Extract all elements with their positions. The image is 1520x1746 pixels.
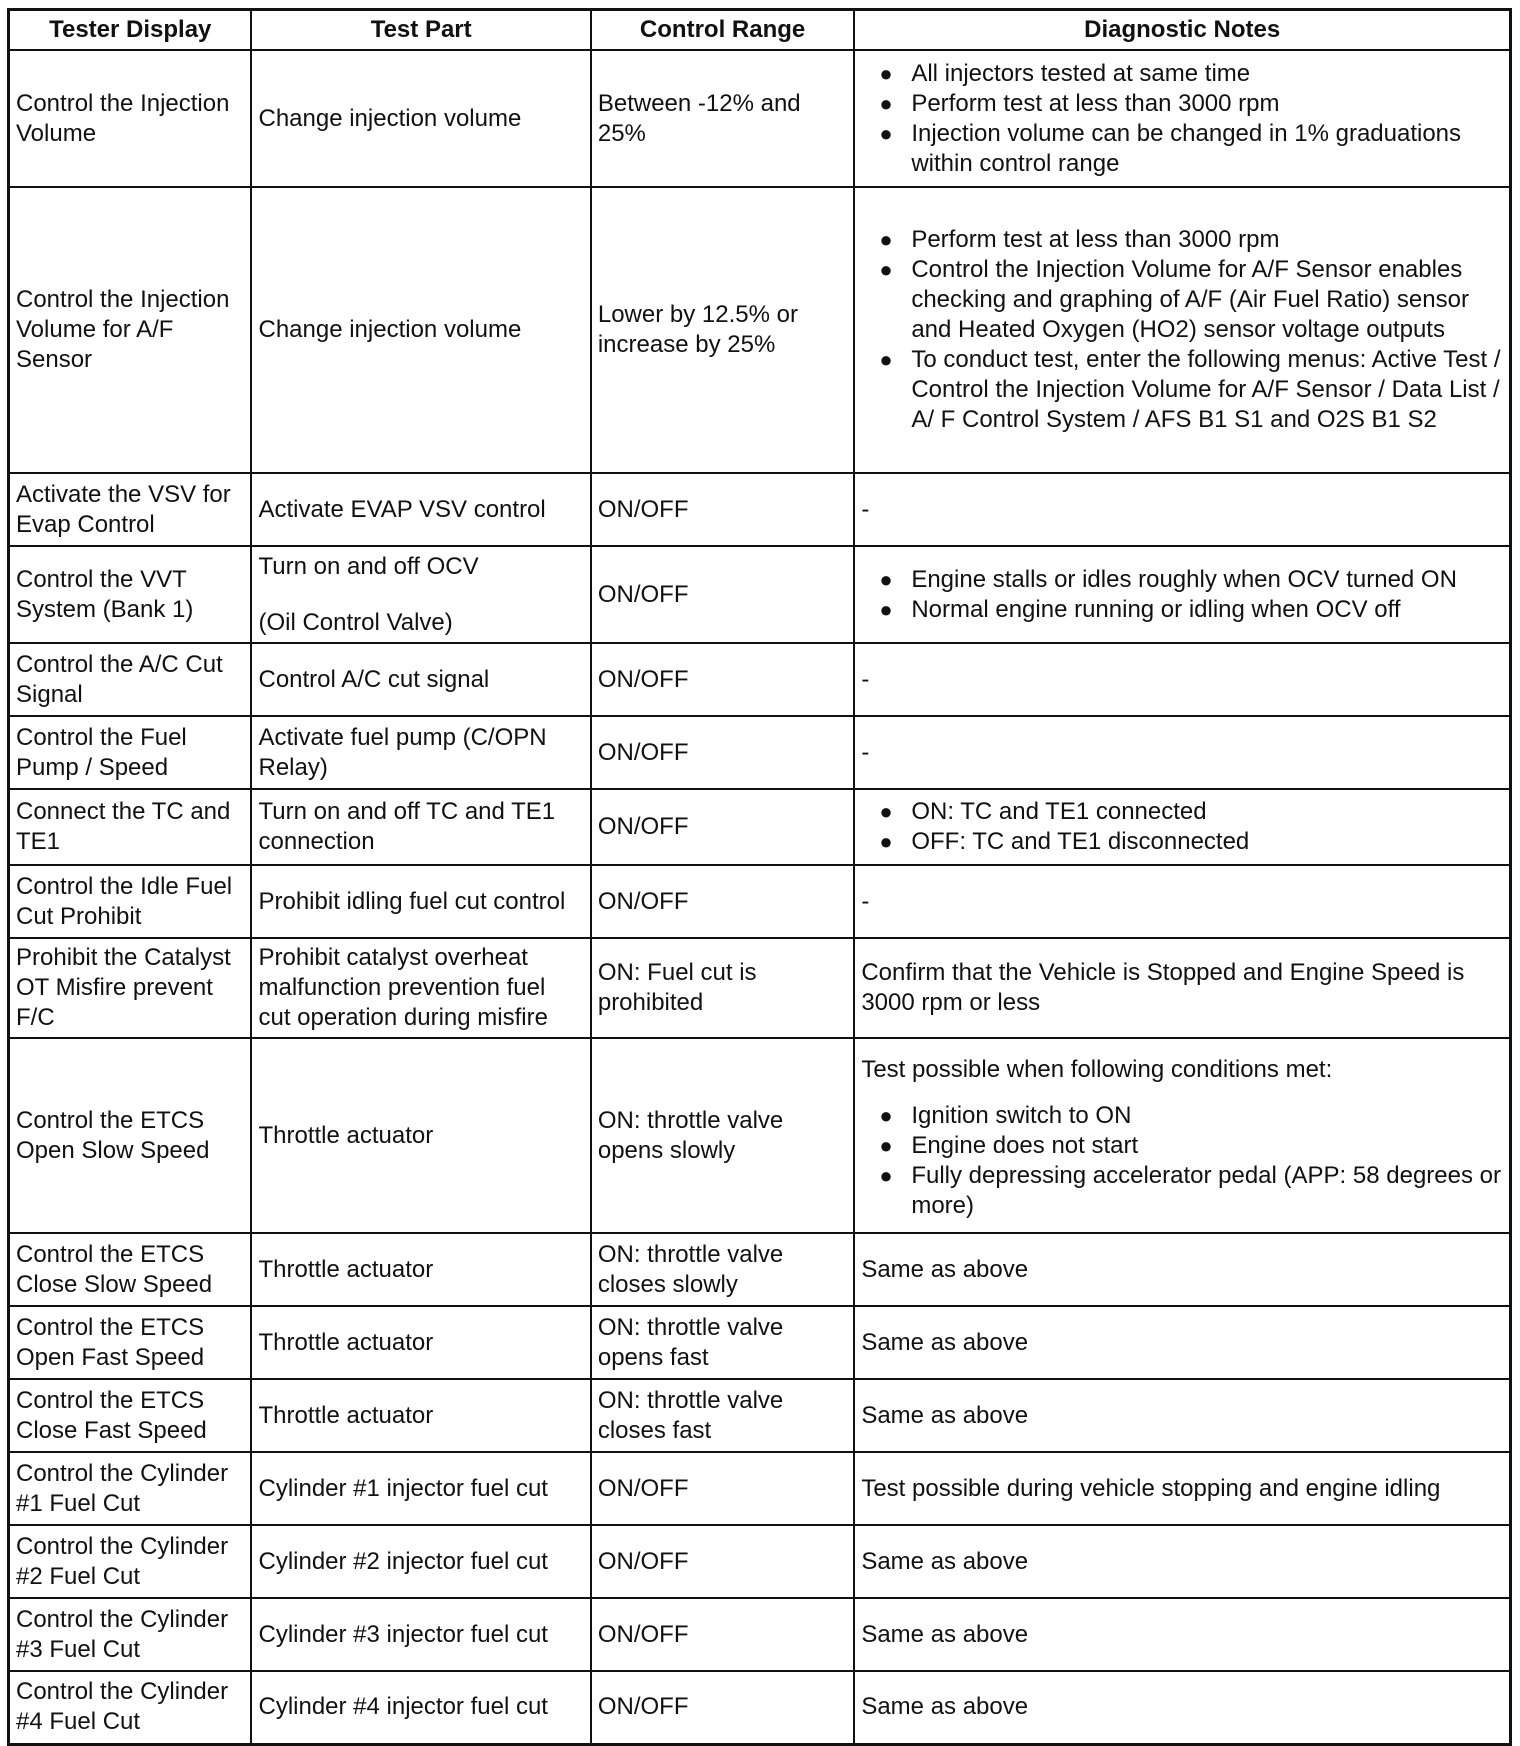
control-range-cell: ON/OFF [591, 643, 854, 716]
diagnostic-notes-cell: Confirm that the Vehicle is Stopped and Engine Speed is 3000 rpm or less [854, 938, 1510, 1038]
tester-display-cell: Control the Cylinder #2 Fuel Cut [9, 1525, 252, 1598]
table-body [9, 50, 1511, 1744]
notes-intro: Test possible when following conditions met: [861, 1055, 1333, 1083]
table-row [9, 187, 1511, 473]
notes-bullet-item: ● Injection volume can be changed in 1% graduations within control range [861, 119, 1503, 179]
control-range-cell: ON/OFF [591, 789, 854, 865]
tester-display-cell: Control the Injection Volume [9, 50, 252, 187]
control-range-cell: ON/OFF [591, 716, 854, 789]
table-row [9, 716, 1511, 789]
table-row [9, 1038, 1511, 1233]
test-part-cell: Cylinder #1 injector fuel cut [251, 1452, 590, 1525]
test-part-cell: Throttle actuator [251, 1038, 590, 1233]
active-test-table [7, 8, 1512, 1746]
notes-bullet-item: ● To conduct test, enter the following menus: Active Test / Control the Injection Volume for A/F Sensor / Data List / A/ F Control System / AFS B1 S1 and O2S B1 S2 [861, 345, 1503, 435]
notes-bullet-item: ● Normal engine running or idling when OCV off [861, 595, 1503, 625]
tester-display-cell: Control the Fuel Pump / Speed [9, 716, 252, 789]
test-part-cell: Throttle actuator [251, 1379, 590, 1452]
tester-display-cell: Control the A/C Cut Signal [9, 643, 252, 716]
notes-bullet-item: ● Engine does not start [861, 1131, 1503, 1161]
notes-bullet-list [861, 225, 1503, 435]
line-gap [258, 582, 583, 608]
test-part-cell: Prohibit idling fuel cut control [251, 865, 590, 938]
control-range-cell: ON: throttle valve closes fast [591, 1379, 854, 1452]
tester-display-cell: Activate the VSV for Evap Control [9, 473, 252, 546]
header-tester-display: Tester Display [9, 10, 252, 51]
control-range-cell: Between -12% and 25% [591, 50, 854, 187]
notes-bullet-item: ● OFF: TC and TE1 disconnected [861, 827, 1503, 857]
test-part-cell: Throttle actuator [251, 1306, 590, 1379]
control-range-cell: ON/OFF [591, 1525, 854, 1598]
table-row [9, 473, 1511, 546]
notes-bullet-item: ● Perform test at less than 3000 rpm [861, 225, 1503, 255]
notes-bullet-item: ● ON: TC and TE1 connected [861, 797, 1503, 827]
test-part-cell: Prohibit catalyst overheat malfunction prevention fuel cut operation during misfire [251, 938, 590, 1038]
tester-display-cell: Control the Cylinder #1 Fuel Cut [9, 1452, 252, 1525]
table-row [9, 643, 1511, 716]
test-part-cell: Cylinder #3 injector fuel cut [251, 1598, 590, 1671]
table-row [9, 1598, 1511, 1671]
control-range-cell: ON/OFF [591, 473, 854, 546]
tester-display-cell: Connect the TC and TE1 [9, 789, 252, 865]
diagnostic-notes-cell [854, 546, 1510, 643]
table-row [9, 1452, 1511, 1525]
table-row [9, 789, 1511, 865]
control-range-cell: ON/OFF [591, 1671, 854, 1744]
control-range-cell: ON: throttle valve opens fast [591, 1306, 854, 1379]
table-row [9, 50, 1511, 187]
diagnostic-notes-cell: - [854, 865, 1510, 938]
diagnostic-notes-cell [854, 1038, 1510, 1233]
notes-bullet-item: ● Ignition switch to ON [861, 1101, 1503, 1131]
table-row [9, 546, 1511, 643]
diagnostic-notes-cell: Test possible during vehicle stopping and engine idling [854, 1452, 1510, 1525]
table-row [9, 1671, 1511, 1744]
tester-display-cell: Control the Idle Fuel Cut Prohibit [9, 865, 252, 938]
table-row [9, 1306, 1511, 1379]
diagnostic-notes-cell: Same as above [854, 1525, 1510, 1598]
control-range-cell: ON: throttle valve opens slowly [591, 1038, 854, 1233]
tester-display-cell: Control the Cylinder #3 Fuel Cut [9, 1598, 252, 1671]
test-part-line: Turn on and off OCV [258, 552, 479, 580]
notes-bullet-item: ● Fully depressing accelerator pedal (APP: 58 degrees or more) [861, 1161, 1503, 1221]
control-range-cell: ON/OFF [591, 865, 854, 938]
control-range-cell: ON: Fuel cut is prohibited [591, 938, 854, 1038]
control-range-cell: ON/OFF [591, 1598, 854, 1671]
tester-display-cell: Control the ETCS Close Fast Speed [9, 1379, 252, 1452]
table-row [9, 1233, 1511, 1306]
test-part-cell: Activate EVAP VSV control [251, 473, 590, 546]
control-range-cell: Lower by 12.5% or increase by 25% [591, 187, 854, 473]
diagnostic-notes-cell: - [854, 716, 1510, 789]
test-part-cell [251, 546, 590, 643]
test-part-cell: Change injection volume [251, 50, 590, 187]
notes-bullet-item: ● Perform test at less than 3000 rpm [861, 89, 1503, 119]
tester-display-cell: Control the Cylinder #4 Fuel Cut [9, 1671, 252, 1744]
diagnostic-notes-cell: - [854, 643, 1510, 716]
table-row [9, 1379, 1511, 1452]
control-range-cell: ON/OFF [591, 546, 854, 643]
control-range-cell: ON/OFF [591, 1452, 854, 1525]
notes-bullet-list [861, 59, 1503, 179]
tester-display-cell: Control the VVT System (Bank 1) [9, 546, 252, 643]
test-part-cell: Turn on and off TC and TE1 connection [251, 789, 590, 865]
diagnostic-notes-cell: - [854, 473, 1510, 546]
test-part-line: (Oil Control Valve) [258, 608, 453, 636]
tester-display-cell: Control the ETCS Open Slow Speed [9, 1038, 252, 1233]
tester-display-cell: Control the Injection Volume for A/F Sensor [9, 187, 252, 473]
tester-display-cell: Control the ETCS Open Fast Speed [9, 1306, 252, 1379]
control-range-cell: ON: throttle valve closes slowly [591, 1233, 854, 1306]
diagnostic-notes-cell [854, 789, 1510, 865]
test-part-cell: Cylinder #2 injector fuel cut [251, 1525, 590, 1598]
tester-display-cell: Control the ETCS Close Slow Speed [9, 1233, 252, 1306]
header-test-part: Test Part [251, 10, 590, 51]
test-part-cell: Control A/C cut signal [251, 643, 590, 716]
table-row [9, 865, 1511, 938]
test-part-cell: Throttle actuator [251, 1233, 590, 1306]
header-row [9, 10, 1511, 51]
test-part-cell: Change injection volume [251, 187, 590, 473]
diagnostic-notes-cell [854, 50, 1510, 187]
test-part-cell: Cylinder #4 injector fuel cut [251, 1671, 590, 1744]
notes-bullet-list [861, 797, 1503, 857]
header-diagnostic-notes: Diagnostic Notes [854, 10, 1510, 51]
diagnostic-notes-cell: Same as above [854, 1306, 1510, 1379]
diagnostic-notes-cell: Same as above [854, 1379, 1510, 1452]
notes-bullet-item: ● Control the Injection Volume for A/F Sensor enables checking and graphing of A/F (Air Fuel Ratio) sensor and Heated Oxygen (HO2) sensor voltage outputs [861, 255, 1503, 345]
diagnostic-notes-cell: Same as above [854, 1598, 1510, 1671]
tester-display-cell: Prohibit the Catalyst OT Misfire prevent F/C [9, 938, 252, 1038]
notes-bullet-list [861, 565, 1503, 625]
notes-bullet-item: ● Engine stalls or idles roughly when OCV turned ON [861, 565, 1503, 595]
diagnostic-notes-cell: Same as above [854, 1233, 1510, 1306]
diagnostic-notes-cell: Same as above [854, 1671, 1510, 1744]
test-part-cell: Activate fuel pump (C/OPN Relay) [251, 716, 590, 789]
notes-bullet-item: ● All injectors tested at same time [861, 59, 1503, 89]
notes-bullet-list [861, 1101, 1503, 1221]
table-row [9, 1525, 1511, 1598]
header-control-range: Control Range [591, 10, 854, 51]
diagnostic-notes-cell [854, 187, 1510, 473]
table-row [9, 938, 1511, 1038]
